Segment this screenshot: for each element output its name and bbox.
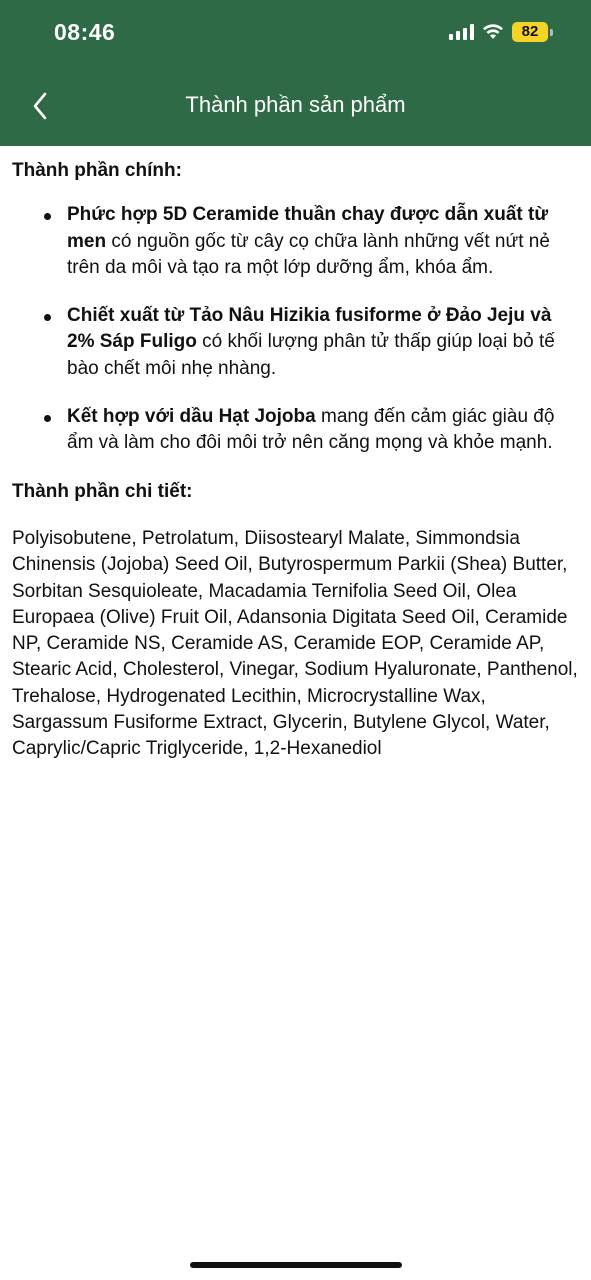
detailed-ingredients-text: Polyisobutene, Petrolatum, Diisostearyl Malate, Simmondsia Chinensis (Jojoba) Seed Oil, Butyrospermum Parkii (Shea) Butter, Sorbitan Sesquioleate, Macadamia Ternifolia Seed Oil, Olea Europaea (Olive) Fruit Oil, Adansonia Digitata Seed Oil, Ceramide NP, Ceramide NS, Ceramide AS, Ceramide EOP, Ceramide AP, Stearic Acid, Cholesterol, Vinegar, Sodium Hyaluronate, Panthenol, Trehalose, Hydrogenated Lecithin, Microcrystalline Wax, Sargassum Fusiforme Extract, Glycerin, Butylene Glycol, Water, Caprylic/Capric Triglyceride, 1,2-Hexanediol: [12, 527, 578, 760]
ingredient-highlight: Phức hợp 5D Ceramide thuần chay được dẫn xuất từ men: [67, 204, 549, 252]
ingredients-content: [12, 158, 582, 763]
app-header: [0, 0, 591, 146]
ingredient-highlight: Chiết xuất từ Tảo Nâu Hizikia fusiforme ở Đảo Jeju và 2% Sáp Fuligo: [67, 305, 552, 353]
battery-cap: [550, 29, 553, 36]
status-time: 08:46: [54, 19, 116, 45]
list-item: [67, 404, 582, 457]
main-ingredients-title: Thành phần chính:: [12, 160, 182, 181]
list-item: [67, 202, 582, 281]
cellular-signal-icon: [449, 24, 474, 40]
ingredient-description: có nguồn gốc từ cây cọ chữa lành những vết nứt nẻ trên da môi và tạo ra một lớp dưỡng ẩm, khóa ẩm.: [67, 230, 550, 278]
battery-level: 82: [512, 22, 548, 42]
bullet-icon: [44, 213, 51, 220]
main-ingredients-list: [12, 202, 582, 456]
home-indicator[interactable]: [190, 1262, 402, 1268]
ingredient-description: mang đến cảm giác giàu độ ẩm và làm cho đôi môi trở nên căng mọng và khỏe mạnh.: [67, 406, 555, 454]
bullet-icon: [44, 314, 51, 321]
page-title: Thành phần sản phẩm: [185, 92, 406, 117]
wifi-icon: [482, 24, 504, 40]
bullet-icon: [44, 415, 51, 422]
ingredient-description: có khối lượng phân tử thấp giúp loại bỏ tế bào chết môi nhẹ nhàng.: [67, 331, 555, 379]
detailed-ingredients-title: Thành phần chi tiết:: [12, 480, 193, 502]
status-icons: [449, 22, 553, 42]
battery-indicator: [512, 22, 553, 42]
list-item: [67, 303, 582, 382]
ingredient-highlight: Kết hợp với dầu Hạt Jojoba: [67, 406, 316, 428]
